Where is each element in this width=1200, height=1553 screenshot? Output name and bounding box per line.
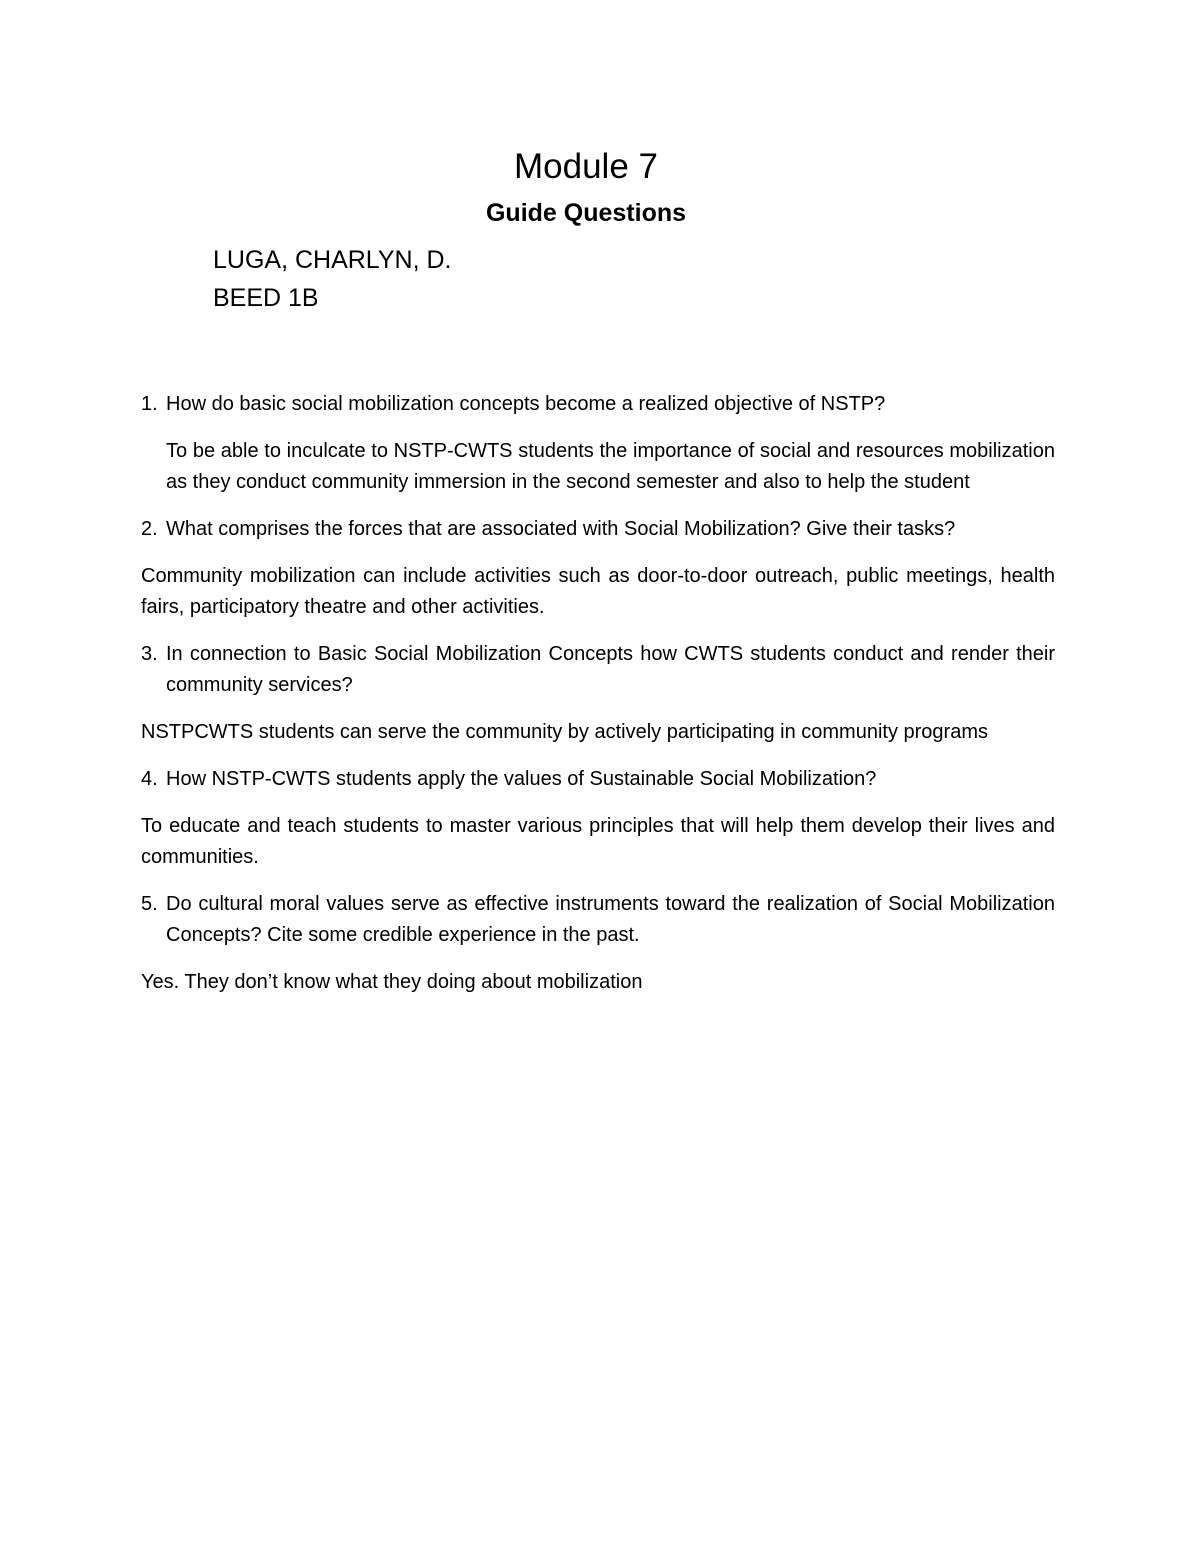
question-number: 3.: [141, 643, 158, 665]
question-text: How NSTP-CWTS students apply the values of Sustainable Social Mobilization?: [166, 768, 877, 790]
question-2: [141, 514, 1055, 545]
question-number: 2.: [141, 518, 158, 540]
question-4: [141, 764, 1055, 795]
question-number: 1.: [141, 393, 158, 415]
qa-list: [141, 389, 1055, 1014]
answer-4: To educate and teach students to master various principles that will help them develop their lives and communities.: [141, 815, 1055, 868]
question-number: 5.: [141, 893, 158, 915]
question-3: [141, 639, 1055, 701]
question-5: [141, 889, 1055, 951]
answer-1: To be able to inculcate to NSTP-CWTS students the importance of social and resources mobilization as they conduct community immersion in the second semester and also to help the student: [166, 440, 1055, 493]
question-number: 4.: [141, 768, 158, 790]
question-text: What comprises the forces that are associated with Social Mobilization? Give their tasks?: [166, 518, 956, 540]
question-1: [141, 389, 1055, 420]
answer-5: Yes. They don’t know what they doing about mobilization: [141, 971, 643, 993]
page-title: Module 7: [514, 147, 658, 186]
answer-2: Community mobilization can include activities such as door-to-door outreach, public meetings, health fairs, participatory theatre and other activities.: [141, 565, 1055, 618]
question-text: How do basic social mobilization concepts become a realized objective of NSTP?: [166, 393, 886, 415]
answer-3: NSTPCWTS students can serve the community by actively participating in community programs: [141, 721, 988, 743]
question-text: In connection to Basic Social Mobilization Concepts how CWTS students conduct and render their community services?: [166, 643, 1055, 696]
student-name: LUGA, CHARLYN, D.: [213, 246, 452, 274]
course-section: BEED 1B: [213, 284, 319, 312]
page-subtitle: Guide Questions: [485, 199, 687, 227]
question-text: Do cultural moral values serve as effective instruments toward the realization of Social Mobilization Concepts? Cite some credible experience in the past.: [166, 893, 1055, 946]
